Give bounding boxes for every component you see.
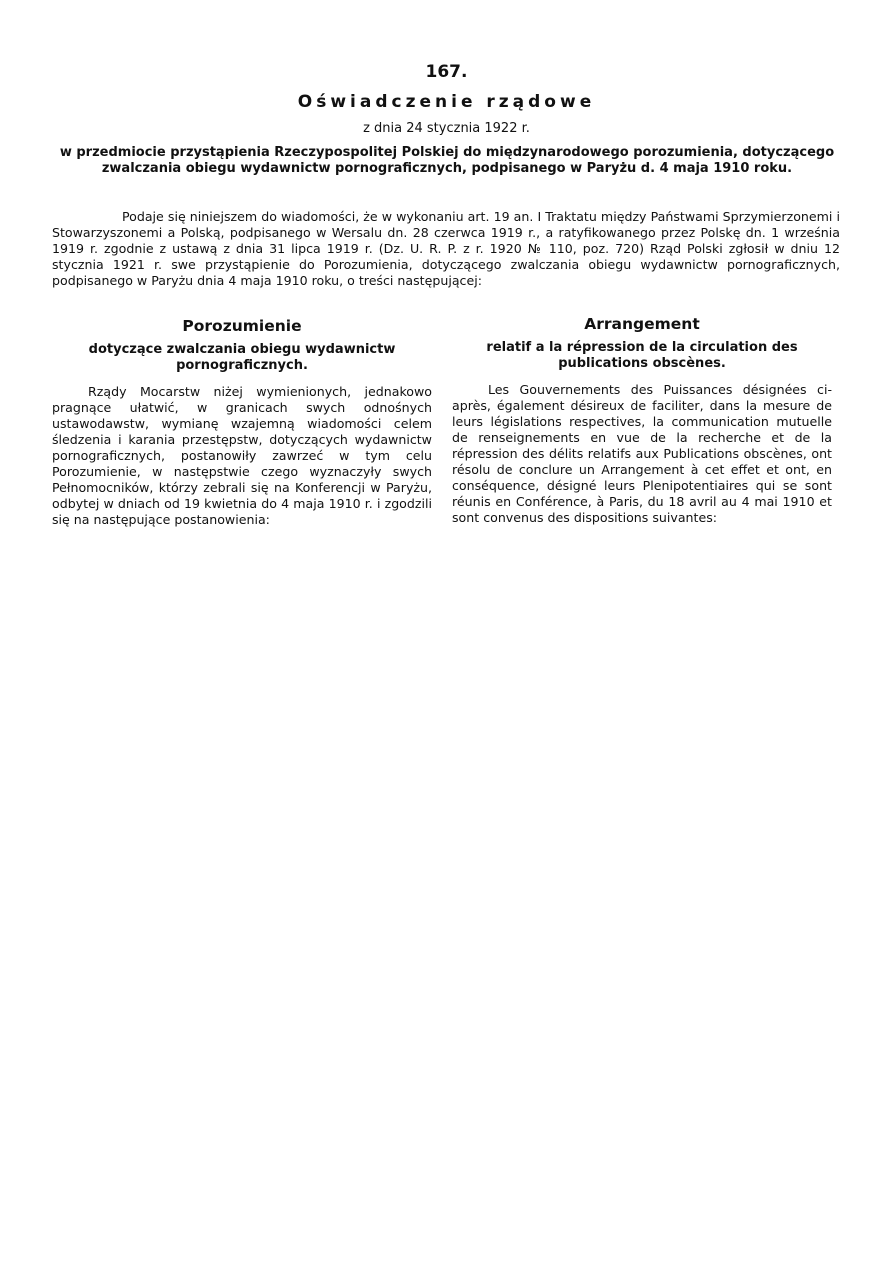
polish-subheading: dotyczące zwalczania obiegu wydawnictw pornograficznych. bbox=[88, 342, 396, 373]
document-title: Oświadczenie rządowe bbox=[297, 92, 596, 112]
polish-heading: Porozumienie bbox=[182, 317, 302, 335]
polish-column bbox=[52, 318, 432, 528]
polish-body: Rządy Mocarstw niżej wymienionych, jednakowo pragnące ułatwić, w granicach swych odnośnych ustawodawstw, wymianę wzajemną wiadomości celem śledzenia i karania przestępstw, dotyczących wydawnictw pornograficznych, postanowiły zawrzeć w tym celu Porozumienie, w następstwie czego wyznaczyły swych Pełnomocników, którzy zebrali się na Konferencji w Paryżu, odbytej w dniach od 19 kwietnia do 4 maja 1910 r. i zgodzili się na następujące postanowienia: bbox=[52, 384, 432, 527]
french-subheading: relatif a la répression de la circulation des publications obscènes. bbox=[486, 340, 798, 371]
document-date: z dnia 24 stycznia 1922 r. bbox=[363, 121, 530, 136]
french-column bbox=[452, 315, 832, 526]
french-heading: Arrangement bbox=[584, 315, 700, 333]
document-number: 167. bbox=[425, 62, 468, 82]
french-body: Les Gouvernements des Puissances désignées ci-après, également désireux de faciliter, dans la mesure de leurs législations respectives, la communication mutuelle de renseignements en vue de la recherche et de la répression des délits relatifs aux Publications obscènes, ont résolu de conclure un Arrangement à cet effet et ont, en conséquence, désigné leurs Plenipotentiaires qui se sont réunis en Conférence, à Paris, du 18 avril au 4 mai 1910 et sont convenus des dispositions suivantes: bbox=[452, 382, 832, 525]
document-subject: w przedmiocie przystąpienia Rzeczypospolitej Polskiej do międzynarodowego porozumienia, dotyczącego zwalczania obiegu wydawnictw pornograficznych, podpisanego w Paryżu d. 4 maja 1910 roku. bbox=[59, 145, 835, 176]
intro-paragraph: Podaje się niniejszem do wiadomości, że w wykonaniu art. 19 an. I Traktatu między Państwami Sprzymierzonemi i Stowarzyszonemi a Polską, podpisanego w Wersalu dn. 28 czerwca 1919 r., a ratyfikowanego przez Polskę dn. 1 września 1919 r. zgodnie z ustawą z dnia 31 lipca 1919 r. (Dz. U. R. P. z r. 1920 № 110, poz. 720) Rząd Polski zgłosił w dniu 12 stycznia 1921 r. swe przystąpienie do Porozumienia, dotyczącego zwalczania obiegu wydawnictw pornograficznych, podpisanego w Paryżu dnia 4 maja 1910 roku, o treści następującej: bbox=[52, 209, 840, 288]
